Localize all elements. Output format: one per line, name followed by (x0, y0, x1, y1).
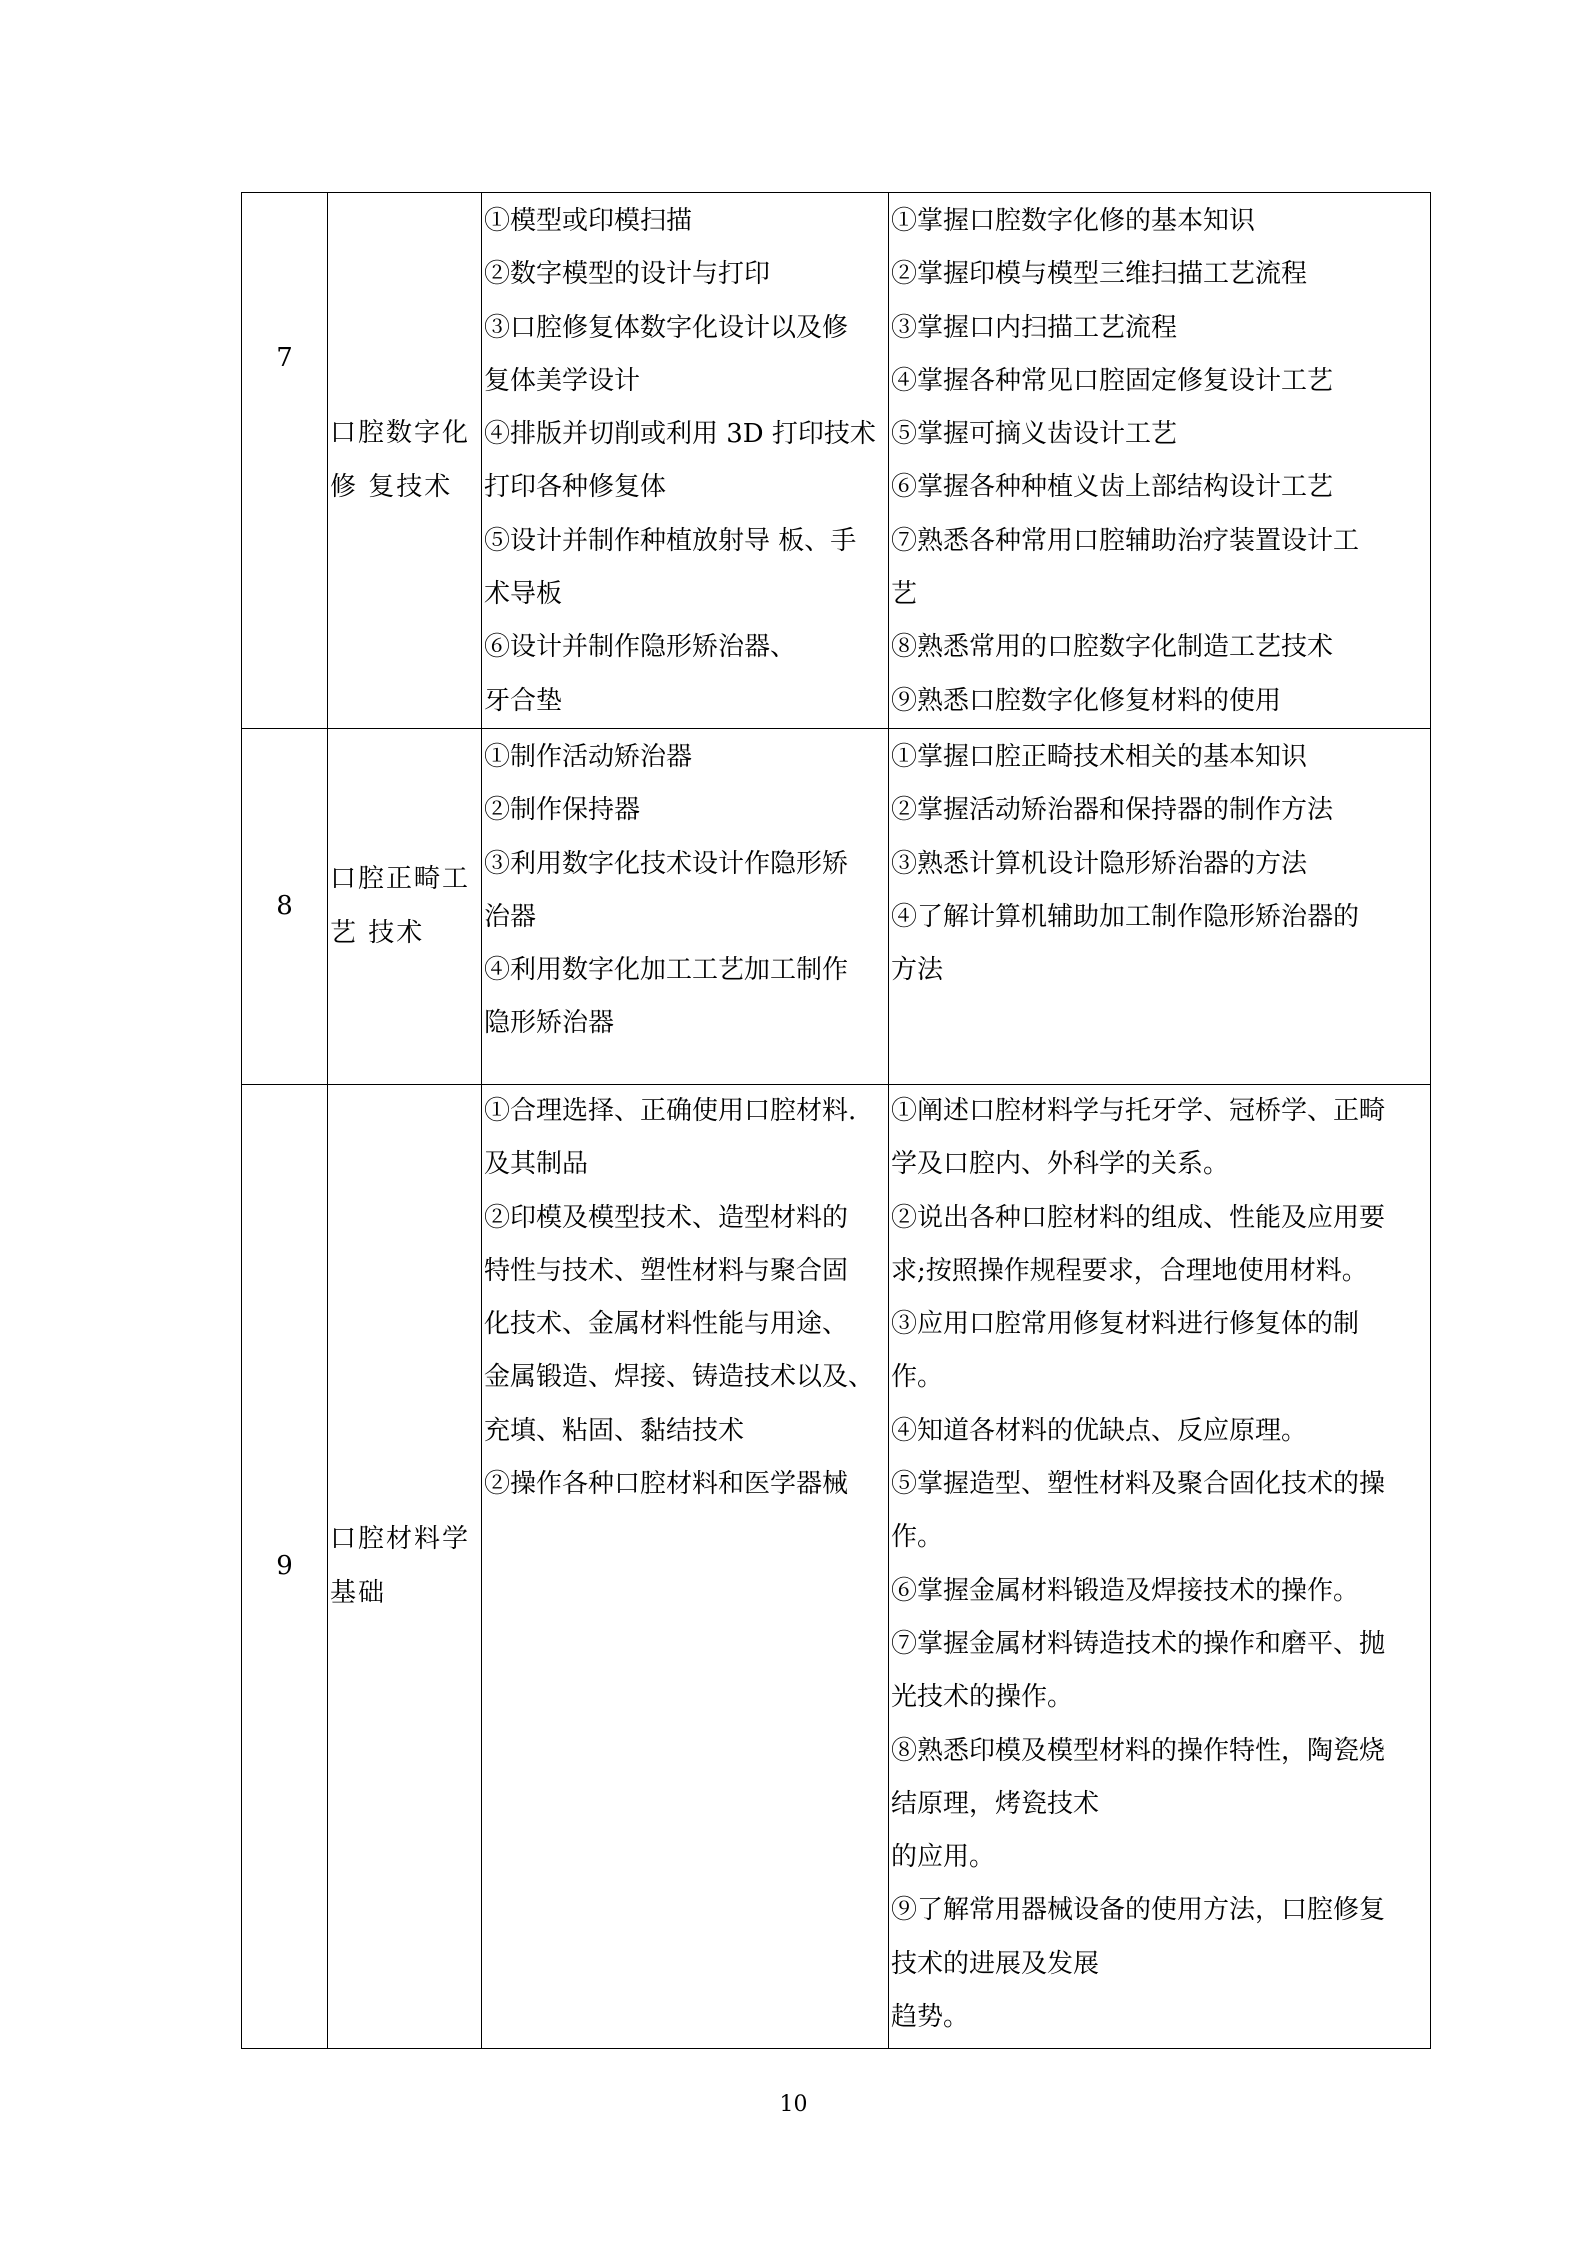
requirement-line: 方法 (891, 955, 944, 986)
requirement-line: 求;按照操作规程要求，合理地使用材料。 (891, 1255, 1368, 1286)
table-row (242, 729, 1431, 1085)
work-tasks-cell (482, 1085, 889, 2049)
work-task-line: ②制作保持器 (484, 795, 641, 826)
course-name-line: 基础 (330, 1577, 387, 1608)
work-task-line: 金属锻造、焊接、铸造技术以及、 (484, 1362, 875, 1393)
work-task-line: ②数字模型的设计与打印 (484, 259, 771, 290)
work-task-line: 术导板 (484, 579, 563, 610)
work-task-line: ①合理选择、正确使用口腔材料. (484, 1096, 857, 1126)
work-task-line: ⑥设计并制作隐形矫治器、 (484, 632, 797, 663)
work-tasks-cell (482, 729, 889, 1085)
requirement-line: 作。 (891, 1362, 944, 1393)
requirement-line: ③应用口腔常用修复材料进行修复体的制 (891, 1309, 1360, 1340)
row-number-cell (242, 729, 328, 1085)
work-tasks-cell (482, 193, 889, 729)
requirement-line: ③掌握口内扫描工艺流程 (891, 312, 1178, 343)
work-task-line: 打印各种修复体 (484, 472, 667, 503)
course-name-line: 口腔正畸工 (330, 864, 471, 895)
work-task-line: ②印模及模型技术、造型材料的 (484, 1202, 849, 1233)
requirement-line: ⑤掌握造型、塑性材料及聚合固化技术的操 (891, 1469, 1386, 1500)
course-name-cell (328, 1085, 482, 2049)
requirement-line: ①掌握口腔数字化修的基本知识 (891, 206, 1256, 236)
course-name-line: 艺 技术 (330, 917, 425, 948)
requirement-line: 作。 (891, 1522, 944, 1553)
work-task-line: 复体美学设计 (484, 365, 641, 396)
row-number-cell (242, 193, 328, 729)
requirement-line: ③熟悉计算机设计隐形矫治器的方法 (891, 848, 1308, 879)
requirement-line: ②说出各种口腔材料的组成、性能及应用要 (891, 1202, 1386, 1233)
course-name-line: 口腔材料学 (330, 1524, 471, 1555)
work-task-line: ②操作各种口腔材料和医学器械 (484, 1469, 849, 1500)
row-number-cell (242, 1085, 328, 2049)
work-task-line: ④排版并切削或利用 3D 打印技术 (484, 419, 876, 450)
course-name-cell (328, 193, 482, 729)
work-task-line: 充填、粘固、黏结技术 (484, 1415, 745, 1446)
requirement-line: ⑧熟悉常用的口腔数字化制造工艺技术 (891, 632, 1334, 663)
row-number: 7 (276, 342, 293, 373)
work-task-line: 化技术、金属材料性能与用途、 (484, 1309, 849, 1340)
work-task-line: 牙合垫 (484, 685, 563, 716)
requirement-line: 学及口腔内、外科学的关系。 (891, 1149, 1230, 1180)
requirements-cell (889, 193, 1431, 729)
work-task-line: ③利用数字化技术设计作隐形矫 (484, 848, 849, 879)
requirement-line: ⑧熟悉印模及模型材料的操作特性，陶瓷烧 (891, 1735, 1386, 1766)
requirement-line: 光技术的操作。 (891, 1682, 1074, 1713)
requirement-line: 趋势。 (891, 2002, 970, 2033)
requirement-line: 结原理，烤瓷技术 (891, 1788, 1100, 1819)
requirement-line: ④知道各材料的优缺点、反应原理。 (891, 1415, 1308, 1446)
requirements-cell (889, 1085, 1431, 2049)
requirement-line: 艺 (891, 579, 918, 610)
work-task-line: 隐形矫治器 (484, 1008, 615, 1039)
requirement-line: ④掌握各种常见口腔固定修复设计工艺 (891, 365, 1334, 396)
work-task-line: 特性与技术、塑性材料与聚合固 (484, 1255, 849, 1286)
requirement-line: ⑦掌握金属材料铸造技术的操作和磨平、抛 (891, 1628, 1386, 1659)
work-task-line: ⑤设计并制作种植放射导 板、手 (484, 525, 857, 556)
course-name-line: 口腔数字化 (330, 418, 471, 449)
table-row (242, 1085, 1431, 2049)
requirement-line: ④了解计算机辅助加工制作隐形矫治器的 (891, 901, 1360, 932)
requirement-line: ②掌握印模与模型三维扫描工艺流程 (891, 259, 1308, 290)
requirement-line: ①阐述口腔材料学与托牙学、冠桥学、正畸 (891, 1096, 1386, 1126)
work-task-line: 治器 (484, 901, 537, 932)
work-task-line: ①模型或印模扫描 (484, 206, 693, 236)
requirement-line: 的应用。 (891, 1842, 996, 1873)
requirement-line: ①掌握口腔正畸技术相关的基本知识 (891, 742, 1308, 772)
requirement-line: ⑨熟悉口腔数字化修复材料的使用 (891, 685, 1282, 716)
course-name-line: 修 复技术 (330, 471, 453, 502)
course-name-cell (328, 729, 482, 1085)
curriculum-table (241, 192, 1431, 2049)
page-number: 10 (779, 2092, 808, 2117)
requirement-line: ⑨了解常用器械设备的使用方法，口腔修复 (891, 1895, 1386, 1926)
requirement-line: ⑥掌握各种种植义齿上部结构设计工艺 (891, 472, 1334, 503)
work-task-line: ④利用数字化加工工艺加工制作 (484, 955, 849, 986)
requirement-line: ⑥掌握金属材料锻造及焊接技术的操作。 (891, 1575, 1360, 1606)
row-number: 9 (276, 1550, 293, 1581)
work-task-line: 及其制品 (484, 1149, 589, 1180)
work-task-line: ①制作活动矫治器 (484, 742, 693, 772)
table-row (242, 193, 1431, 729)
requirement-line: ⑦熟悉各种常用口腔辅助治疗装置设计工 (891, 525, 1360, 556)
requirement-line: 技术的进展及发展 (891, 1948, 1100, 1979)
requirement-line: ⑤掌握可摘义齿设计工艺 (891, 419, 1178, 450)
requirement-line: ②掌握活动矫治器和保持器的制作方法 (891, 795, 1334, 826)
requirements-cell (889, 729, 1431, 1085)
row-number: 8 (276, 890, 293, 921)
work-task-line: ③口腔修复体数字化设计以及修 (484, 312, 849, 343)
